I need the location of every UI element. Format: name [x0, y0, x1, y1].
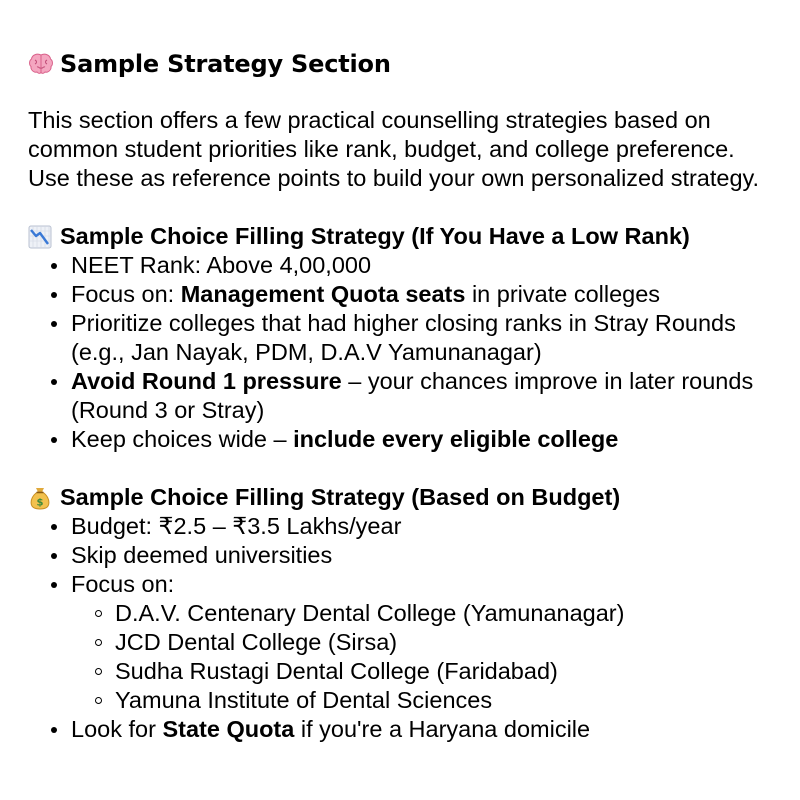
budget-heading-text: Sample Choice Filling Strategy (Based on Budget) — [60, 484, 621, 510]
college-list — [71, 599, 772, 715]
svg-text:$: $ — [36, 497, 44, 508]
list-item: Prioritize colleges that had higher closing ranks in Stray Rounds (e.g., Jan Nayak, PDM, D.A.V Yamunanagar) — [71, 309, 772, 367]
list-item: Focus on: Management Quota seats in private colleges — [71, 280, 772, 309]
money-bag-icon — [28, 486, 52, 510]
college-item: Sudha Rustagi Dental College (Faridabad) — [115, 657, 772, 686]
section-title-text: Sample Strategy Section — [60, 50, 391, 78]
list-item: Avoid Round 1 pressure – your chances improve in later rounds (Round 3 or Stray) — [71, 367, 772, 425]
list-item: Keep choices wide – include every eligible college — [71, 425, 772, 454]
chart-decreasing-icon — [28, 225, 52, 249]
section-title — [28, 44, 772, 84]
list-item: Focus on: D.A.V. Centenary Dental College (Yamunanagar) JCD Dental College (Sirsa) Sudha Rustagi Dental College (Faridabad) Yamuna Institute of Dental Sciences — [71, 570, 772, 715]
budget-heading — [28, 483, 772, 512]
budget-list — [28, 512, 772, 744]
low-rank-heading-text: Sample Choice Filling Strategy (If You Have a Low Rank) — [60, 223, 690, 249]
college-item: D.A.V. Centenary Dental College (Yamunanagar) — [115, 599, 772, 628]
intro-paragraph: This section offers a few practical counselling strategies based on common student priorities like rank, budget, and college preference. Use these as reference points to build your own personalized strategy. — [28, 107, 760, 191]
list-item: Look for State Quota if you're a Haryana domicile — [71, 715, 772, 744]
list-item: NEET Rank: Above 4,00,000 — [71, 251, 772, 280]
low-rank-heading — [28, 222, 772, 251]
brain-icon — [28, 52, 54, 76]
college-item: JCD Dental College (Sirsa) — [115, 628, 772, 657]
list-item: Skip deemed universities — [71, 541, 772, 570]
college-item: Yamuna Institute of Dental Sciences — [115, 686, 772, 715]
low-rank-list — [28, 251, 772, 454]
list-item: Budget: ₹2.5 – ₹3.5 Lakhs/year — [71, 512, 772, 541]
